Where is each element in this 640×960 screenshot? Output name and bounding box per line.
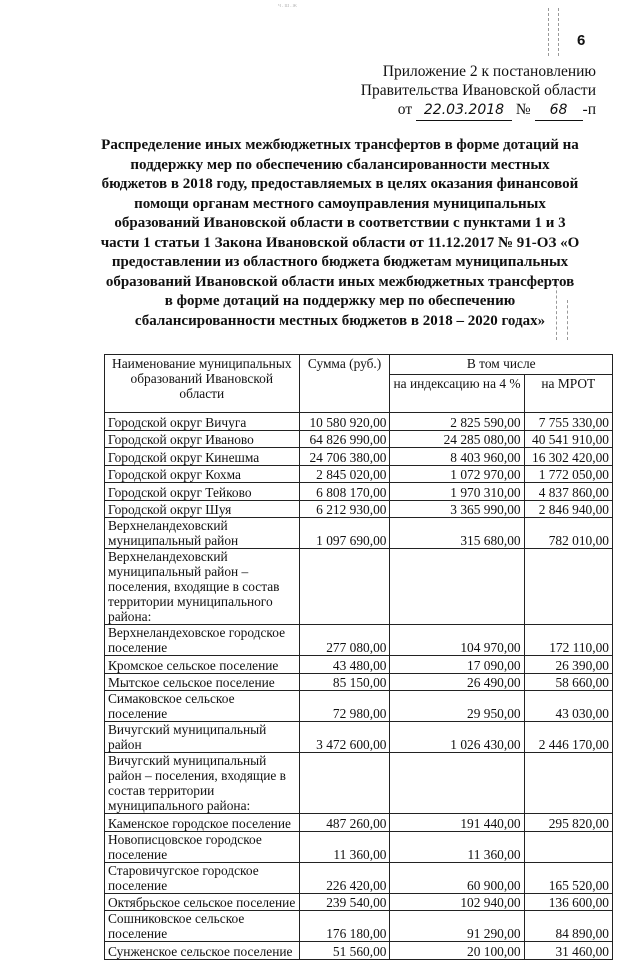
- table-row: [105, 862, 613, 893]
- cell-indexation: 315 680,00: [390, 518, 524, 549]
- cell-sum: 487 260,00: [299, 814, 390, 832]
- cell-mrot: 7 755 330,00: [524, 413, 612, 431]
- cell-name: Городской округ Кохма: [105, 465, 300, 483]
- cell-name: Мытское сельское поселение: [105, 673, 300, 691]
- cell-indexation: 1 970 310,00: [390, 483, 524, 501]
- cell-mrot: 165 520,00: [524, 862, 612, 893]
- cell-indexation: 11 360,00: [390, 831, 524, 862]
- cell-mrot: [524, 831, 612, 862]
- cell-mrot: 84 890,00: [524, 911, 612, 942]
- cell-name: Верхнеландеховский муниципальный район: [105, 518, 300, 549]
- table-row: [105, 656, 613, 674]
- cell-name: Каменское городское поселение: [105, 814, 300, 832]
- table-row: [105, 625, 613, 656]
- handwritten-number: 68: [535, 101, 583, 121]
- table-row: [105, 518, 613, 549]
- cell-indexation: 102 940,00: [390, 893, 524, 911]
- cell-mrot: 295 820,00: [524, 814, 612, 832]
- cell-indexation: 191 440,00: [390, 814, 524, 832]
- cell-sum: 1 097 690,00: [299, 518, 390, 549]
- cell-indexation: 60 900,00: [390, 862, 524, 893]
- table-row: [105, 893, 613, 911]
- cell-name: Вичугский муниципальный район: [105, 722, 300, 753]
- table-row: [105, 942, 613, 960]
- table-row: [105, 691, 613, 722]
- cell-indexation: [390, 549, 524, 625]
- cell-name: Городской округ Иваново: [105, 430, 300, 448]
- cell-name: Верхнеландеховский муниципальный район – поселения, входящие в состав территории муниципального района:: [105, 549, 300, 625]
- cell-indexation: 26 490,00: [390, 673, 524, 691]
- appendix-line-2: Правительства Ивановской области: [360, 82, 596, 99]
- document-title: Распределение иных межбюджетных трансфертов в форме дотаций на поддержку мер по обеспечению сбалансированности местных бюджетов в 2018 году, предоставляемых в целях оказания финансовой помощи органам местного самоуправления муниципальных образований Ивановской области в соответствии с пунктами 1 и 3 части 1 статьи 1 Закона Ивановской области от 11.12.2017 № 91-ОЗ «О предоставлении из областного бюджета бюджетам муниципальных образований Ивановской области иных межбюджетных трансфертов в форме дотаций на поддержку мер по обеспечению сбалансированности местных бюджетов в 2018 – 2020 годах»: [100, 137, 580, 329]
- cell-sum: 6 212 930,00: [299, 500, 390, 518]
- cell-sum: [299, 549, 390, 625]
- scan-artifact-line: [558, 8, 559, 56]
- cell-indexation: 1 072 970,00: [390, 465, 524, 483]
- table-body: [105, 413, 613, 960]
- cell-mrot: 31 460,00: [524, 942, 612, 960]
- cell-name: Новописцовское городское поселение: [105, 831, 300, 862]
- page-number: 6: [577, 32, 586, 49]
- cell-mrot: 2 446 170,00: [524, 722, 612, 753]
- cell-indexation: 91 290,00: [390, 911, 524, 942]
- cell-sum: 72 980,00: [299, 691, 390, 722]
- transfers-table: [104, 354, 613, 960]
- cell-sum: 6 808 170,00: [299, 483, 390, 501]
- cell-indexation: [390, 753, 524, 814]
- cell-mrot: 1 772 050,00: [524, 465, 612, 483]
- cell-mrot: 2 846 940,00: [524, 500, 612, 518]
- table-row: [105, 430, 613, 448]
- cell-name: Вичугский муниципальный район – поселения, входящие в состав территории муниципального района:: [105, 753, 300, 814]
- cell-sum: 3 472 600,00: [299, 722, 390, 753]
- header-sum: Сумма (руб.): [299, 355, 390, 413]
- cell-indexation: 17 090,00: [390, 656, 524, 674]
- header-indexation: на индексацию на 4 %: [390, 375, 524, 413]
- table-row: [105, 413, 613, 431]
- header-name: Наименование муниципальных образований Ивановской области: [105, 355, 300, 413]
- table-row: [105, 911, 613, 942]
- cell-name: Городской округ Кинешма: [105, 448, 300, 466]
- cell-sum: 10 580 920,00: [299, 413, 390, 431]
- cell-indexation: 3 365 990,00: [390, 500, 524, 518]
- table-row: [105, 500, 613, 518]
- appendix-line-3: [361, 100, 596, 121]
- header-including: В том числе: [390, 355, 613, 375]
- cell-mrot: 43 030,00: [524, 691, 612, 722]
- appendix-line-1: Приложение 2 к постановлению: [382, 63, 596, 80]
- cell-sum: 43 480,00: [299, 656, 390, 674]
- cell-name: Сошниковское сельское поселение: [105, 911, 300, 942]
- table-header-row: [105, 355, 613, 375]
- cell-mrot: 4 837 860,00: [524, 483, 612, 501]
- cell-sum: 11 360,00: [299, 831, 390, 862]
- table-row: [105, 483, 613, 501]
- cell-sum: 85 150,00: [299, 673, 390, 691]
- table-row: [105, 448, 613, 466]
- cell-sum: 176 180,00: [299, 911, 390, 942]
- table-row: [105, 673, 613, 691]
- cell-name: Кромское сельское поселение: [105, 656, 300, 674]
- cell-sum: 24 706 380,00: [299, 448, 390, 466]
- scan-artifact-line: [548, 8, 549, 56]
- cell-name: Октябрьское сельское поселение: [105, 893, 300, 911]
- header-mrot: на МРОТ: [524, 375, 612, 413]
- cell-indexation: 8 403 960,00: [390, 448, 524, 466]
- cell-indexation: 104 970,00: [390, 625, 524, 656]
- cell-indexation: 2 825 590,00: [390, 413, 524, 431]
- cell-name: Сунженское сельское поселение: [105, 942, 300, 960]
- cell-sum: 2 845 020,00: [299, 465, 390, 483]
- cell-sum: 226 420,00: [299, 862, 390, 893]
- appendix-header: [361, 62, 596, 121]
- cell-sum: 239 540,00: [299, 893, 390, 911]
- table-row: [105, 465, 613, 483]
- cell-mrot: [524, 753, 612, 814]
- cell-indexation: 24 285 080,00: [390, 430, 524, 448]
- cell-sum: 64 826 990,00: [299, 430, 390, 448]
- cell-mrot: 26 390,00: [524, 656, 612, 674]
- cell-indexation: 29 950,00: [390, 691, 524, 722]
- cell-mrot: 58 660,00: [524, 673, 612, 691]
- from-label: от: [397, 101, 413, 118]
- number-suffix: -п: [582, 101, 596, 118]
- scan-mark: ч.ш.ж: [278, 3, 298, 9]
- cell-indexation: 20 100,00: [390, 942, 524, 960]
- cell-sum: 51 560,00: [299, 942, 390, 960]
- cell-mrot: 172 110,00: [524, 625, 612, 656]
- cell-mrot: 16 302 420,00: [524, 448, 612, 466]
- cell-name: Городской округ Шуя: [105, 500, 300, 518]
- cell-mrot: 40 541 910,00: [524, 430, 612, 448]
- cell-mrot: 136 600,00: [524, 893, 612, 911]
- cell-name: Городской округ Тейково: [105, 483, 300, 501]
- cell-indexation: 1 026 430,00: [390, 722, 524, 753]
- table-row: [105, 549, 613, 625]
- cell-sum: 277 080,00: [299, 625, 390, 656]
- number-label: №: [515, 101, 531, 118]
- table-row: [105, 831, 613, 862]
- cell-name: Старовичугское городское поселение: [105, 862, 300, 893]
- handwritten-date: 22.03.2018: [416, 101, 512, 121]
- cell-name: Верхнеландеховское городское поселение: [105, 625, 300, 656]
- table-row: [105, 722, 613, 753]
- cell-name: Симаковское сельское поселение: [105, 691, 300, 722]
- cell-name: Городской округ Вичуга: [105, 413, 300, 431]
- cell-sum: [299, 753, 390, 814]
- table-row: [105, 814, 613, 832]
- cell-mrot: [524, 549, 612, 625]
- table-row: [105, 753, 613, 814]
- cell-mrot: 782 010,00: [524, 518, 612, 549]
